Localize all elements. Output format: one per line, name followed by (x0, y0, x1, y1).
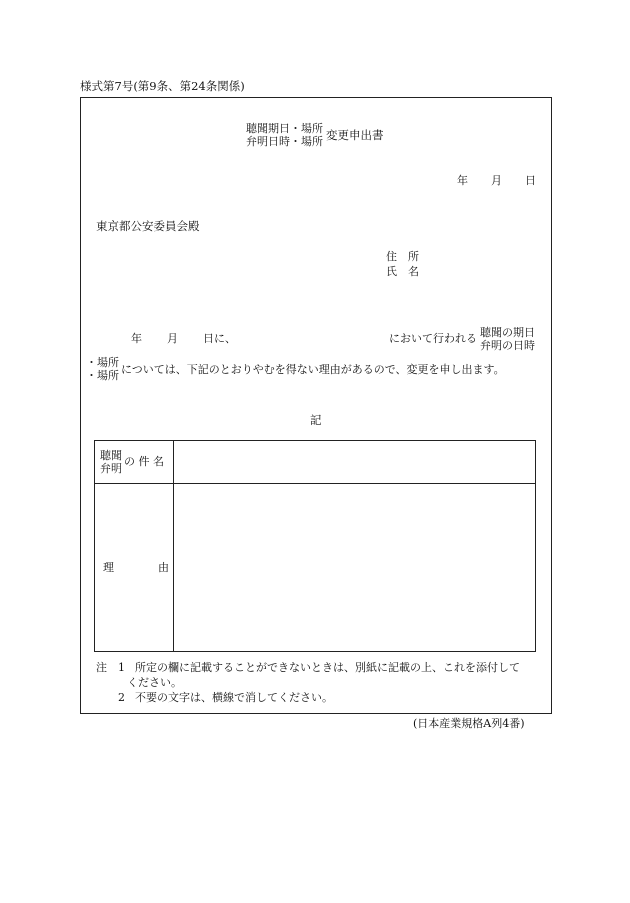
reason-label-left: 理 (103, 561, 114, 574)
date-year: 年 (457, 174, 468, 187)
case-option-explanation: 弁明 (100, 462, 122, 475)
case-suffix: の 件 名 (124, 455, 164, 468)
case-name-label-cell (95, 441, 174, 484)
note-1-line1: 所定の欄に記載することができないときは、別紙に記載の上、これを添付して (135, 661, 520, 674)
case-name-value-cell[interactable] (174, 441, 536, 484)
note-1-number: 1 (118, 661, 125, 674)
title-options (246, 122, 323, 148)
address-label: 住 所 (386, 250, 419, 263)
date-day: 日 (525, 174, 536, 187)
body-event-hearing: 聴聞の期日 (480, 326, 535, 339)
reason-label-cell (95, 484, 174, 652)
body-event-explanation: 弁明の日時 (480, 339, 535, 352)
reason-value-cell[interactable] (174, 484, 536, 652)
note-mark: 注 (96, 661, 107, 674)
case-name-row (95, 441, 536, 484)
reason-row (95, 484, 536, 652)
body-month: 月 (167, 332, 178, 345)
case-options (100, 449, 122, 475)
ki-heading: 記 (310, 413, 322, 427)
form-number: 様式第7号(第9条、第24条関係) (80, 79, 245, 93)
reason-label-right: 由 (158, 561, 169, 574)
body-place-b: ・場所 (86, 369, 119, 382)
detail-table (94, 440, 536, 652)
body-event-options (480, 326, 535, 352)
addressee: 東京都公安委員会殿 (96, 219, 200, 233)
note-2-text: 不要の文字は、横線で消してください。 (135, 691, 333, 704)
body-conducted-at: において行われる (389, 332, 477, 345)
title-option-explanation: 弁明日時・場所 (246, 135, 323, 148)
paper-size-note: (日本産業規格A列4番) (413, 717, 525, 730)
title-suffix: 変更申出書 (326, 128, 384, 142)
body-request-text: については、下記のとおりやむを得ない理由があるので、変更を申し出ます。 (121, 363, 505, 376)
title-option-hearing: 聴聞期日・場所 (246, 122, 323, 135)
date-month: 月 (491, 174, 502, 187)
body-place-options (86, 356, 119, 382)
body-year: 年 (131, 332, 142, 345)
note-2-number: 2 (118, 691, 125, 704)
body-day: 日に、 (203, 332, 236, 345)
name-label: 氏 名 (386, 265, 419, 278)
case-option-hearing: 聴聞 (100, 449, 122, 462)
body-place-a: ・場所 (86, 356, 119, 369)
note-1-line2: ください。 (127, 676, 182, 689)
